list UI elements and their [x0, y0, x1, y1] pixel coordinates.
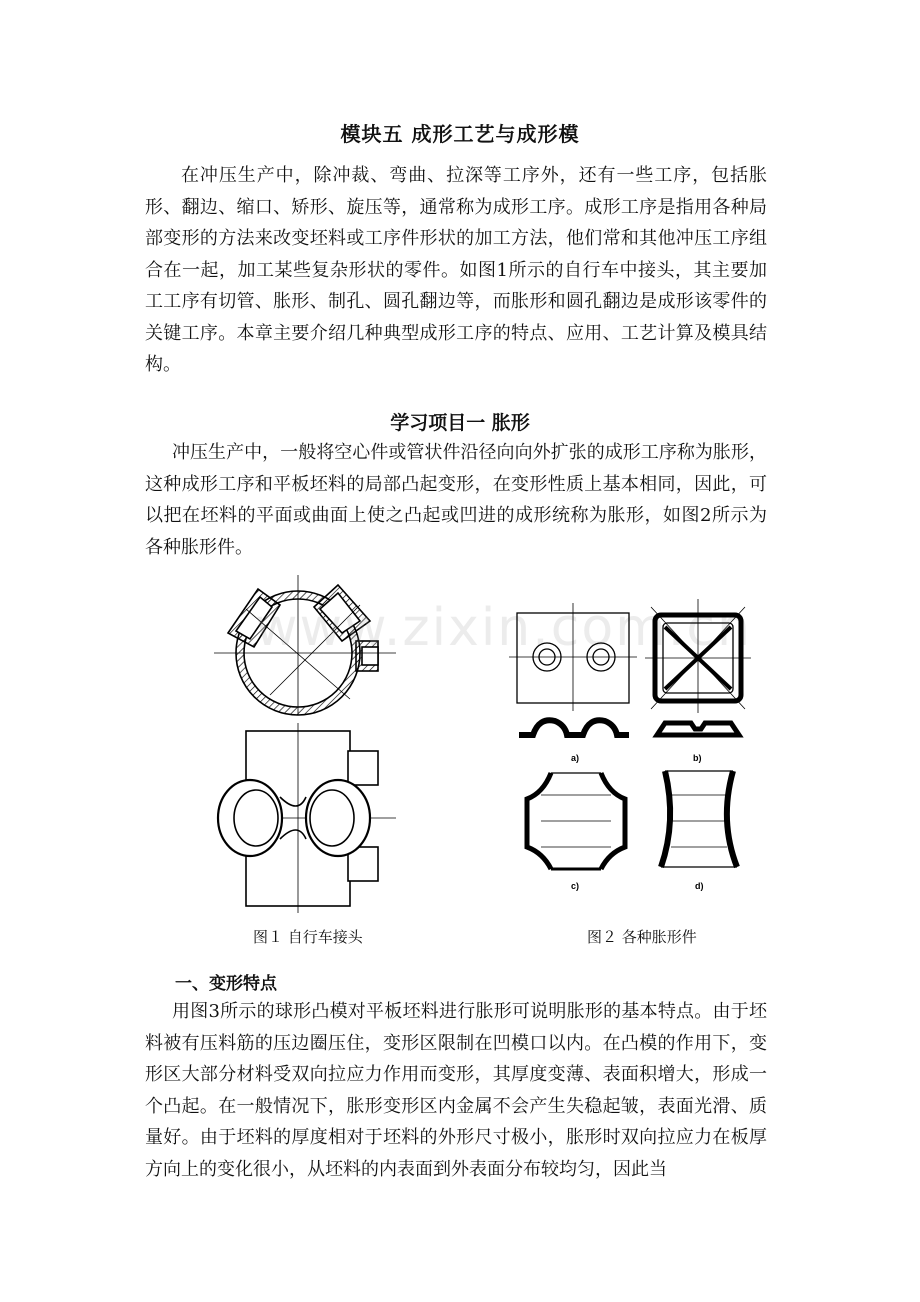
section-title: 学习项目一 胀形 — [390, 412, 530, 434]
figure2-label-d: d) — [695, 881, 704, 891]
figure2-part-b — [645, 599, 751, 735]
figure2-label-a: a) — [571, 753, 580, 763]
figure2-part-a — [509, 603, 637, 735]
figure2-part-c — [527, 773, 625, 869]
page-title: 模块五 成形工艺与成形模 — [340, 122, 580, 146]
figure2-part-d — [661, 771, 737, 867]
figure2-label-c: c) — [571, 881, 580, 891]
section-paragraph: 冲压生产中，一般将空心件或管状件沿径向向外扩张的成形工序称为胀形，这种成形工序和平板坯料的局部凸起变形，在变形性质上基本相同，因此，可以把在坯料的平面或曲面上使之凸起或凹进的成形统称为胀形，如图2所示为各种胀形件。 — [145, 442, 767, 558]
subsection-title: 一、变形特点 — [175, 974, 277, 994]
figure2-caption: 图２ 各种胀形件 — [587, 928, 697, 946]
figure1-caption: 图１ 自行车接头 — [253, 928, 363, 946]
intro-paragraph: 在冲压生产中，除冲裁、弯曲、拉深等工序外，还有一些工序，包括胀形、翻边、缩口、矫形、旋压等，通常称为成形工序。成形工序是指用各种局部变形的方法来改变坯料或工序件形状的加工方法，他们常和其他冲压工序组合在一起，加工某些复杂形状的零件。如图1所示的自行车中接头，其主要加工工序有切管、胀形、制孔、圆孔翻边等，而胀形和圆孔翻边是成形该零件的关键工序。本章主要介绍几种典型成形工序的特点、应用、工艺计算及模具结构。 — [145, 165, 767, 375]
watermark: www.zixin.com.cn — [255, 598, 752, 658]
figure1-front-view — [218, 723, 396, 913]
figure2-label-b: b) — [693, 753, 702, 763]
subsection-paragraph: 用图3所示的球形凸模对平板坯料进行胀形可说明胀形的基本特点。由于坯料被有压料筋的压边圈压住，变形区限制在凹模口以内。在凸模的作用下，变形区大部分材料受双向拉应力作用而变形，其厚度变薄、表面积增大，形成一个凸起。在一般情况下，胀形变形区内金属不会产生失稳起皱，表面光滑、质量好。由于坯料的厚度相对于坯料的外形尺寸极小，胀形时双向拉应力在板厚方向上的变化很小，从坯料的内表面到外表面分布较均匀，因此当 — [145, 1001, 767, 1180]
figure2-drawing — [505, 595, 755, 895]
